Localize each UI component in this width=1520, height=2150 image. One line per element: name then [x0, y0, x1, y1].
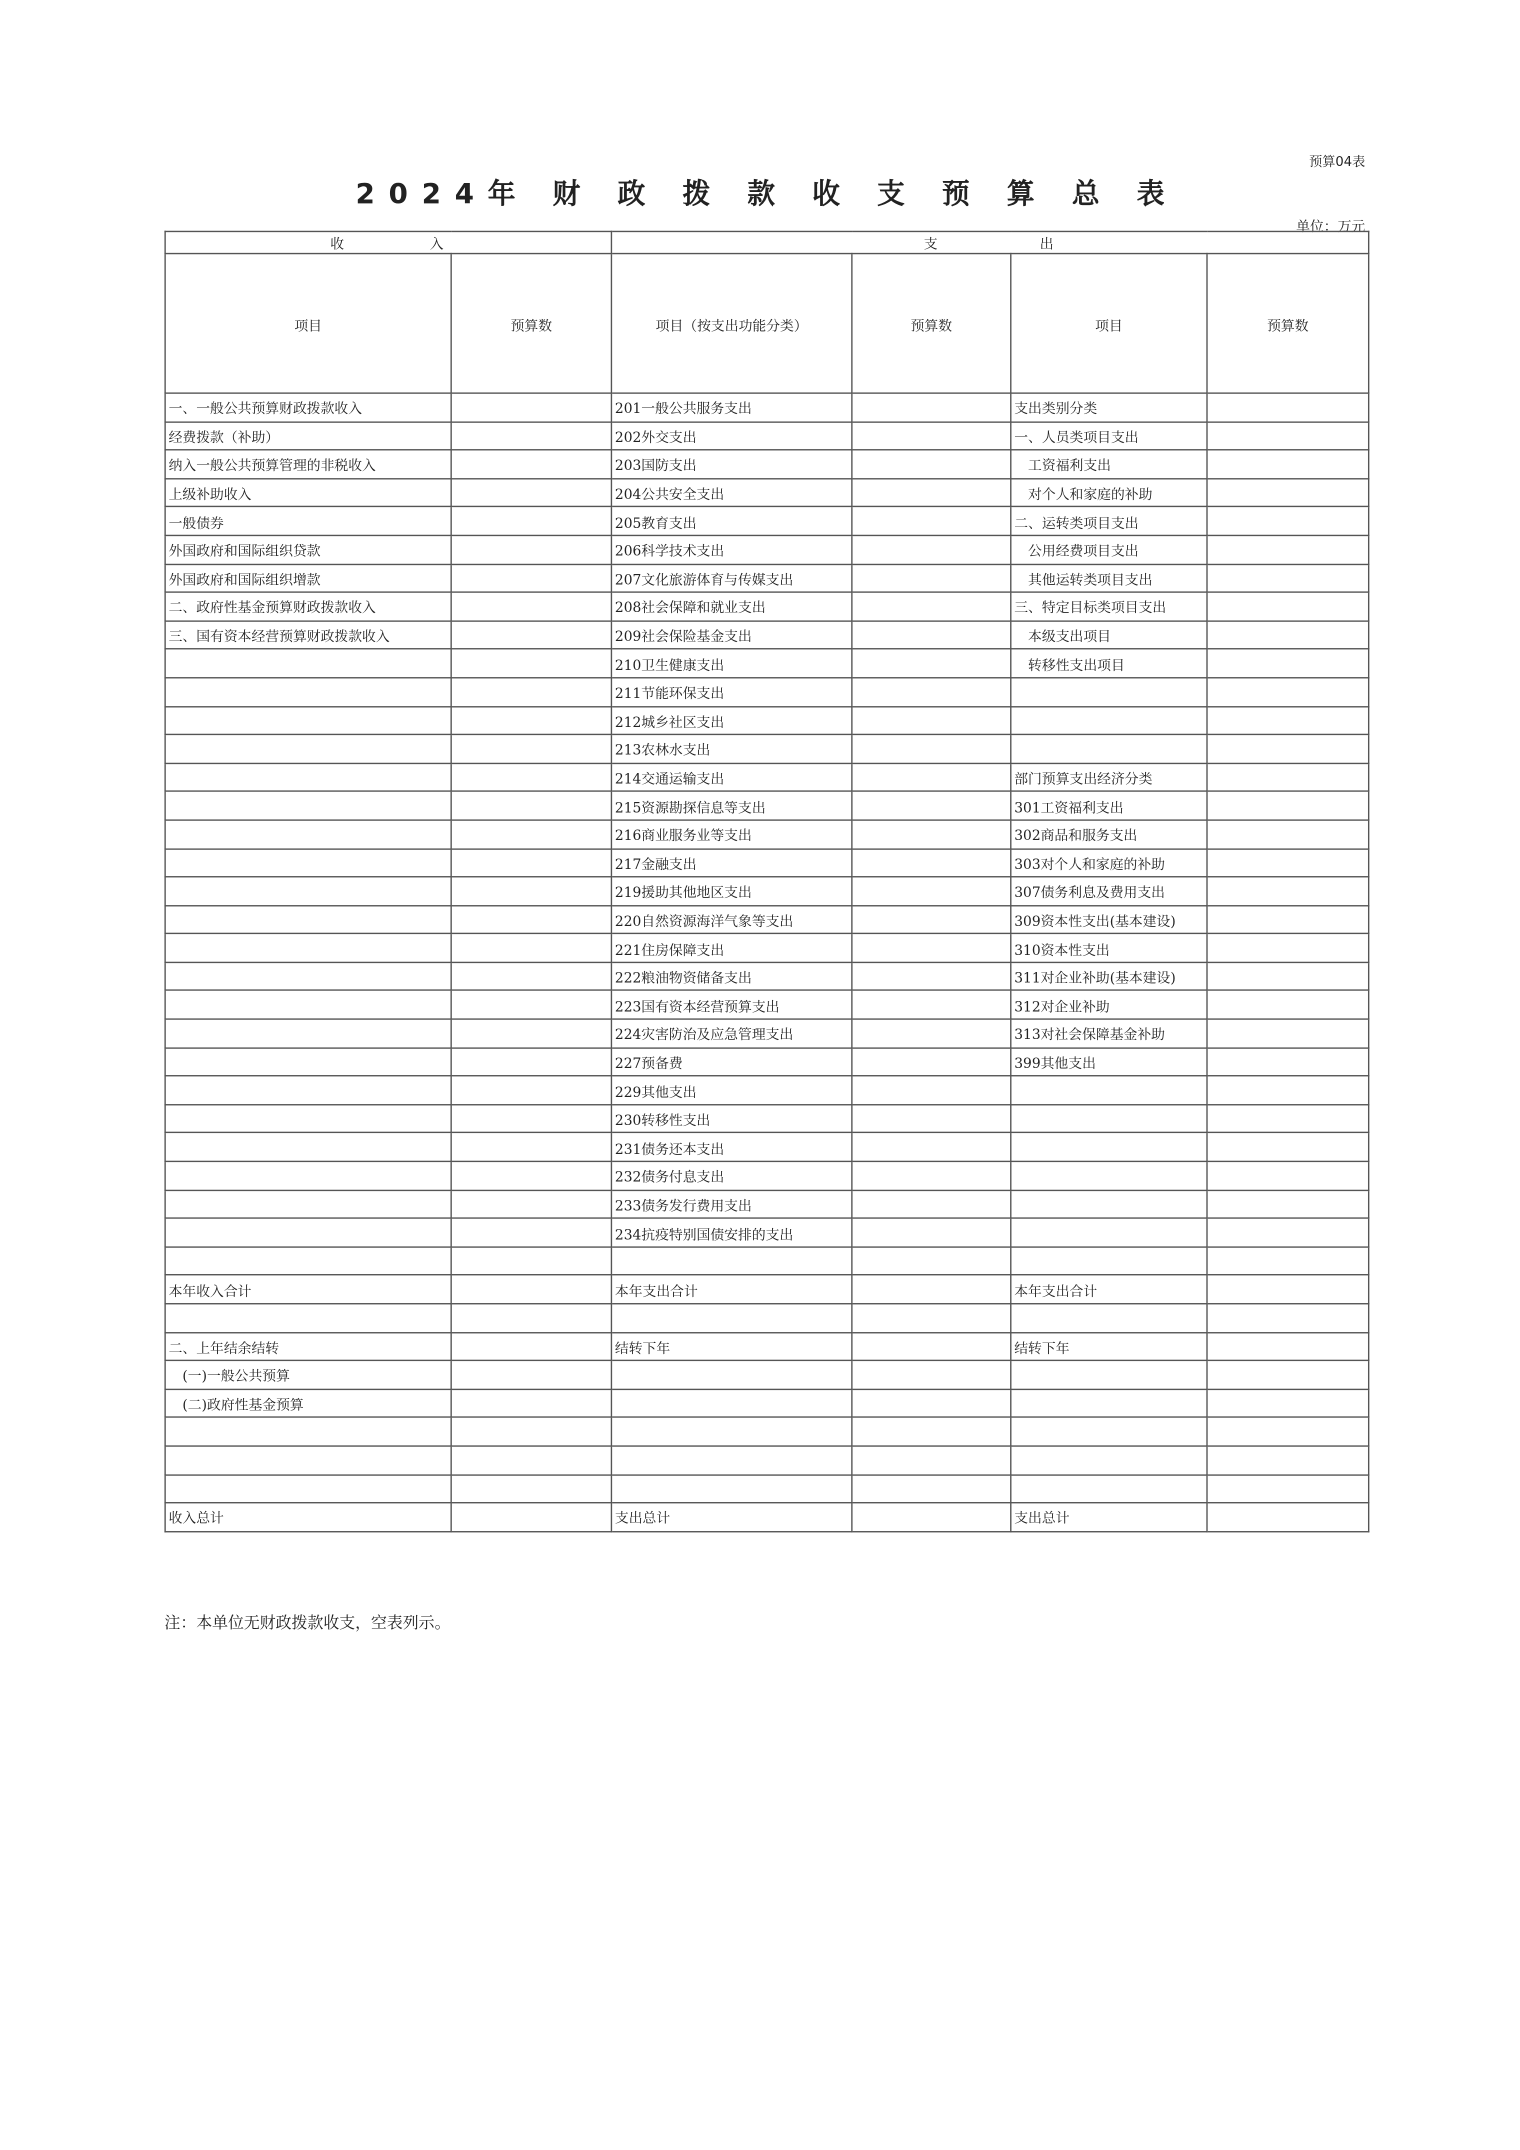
- function-item-cell: 216商业服务业等支出: [611, 820, 851, 848]
- function-budget-cell: [852, 735, 1011, 763]
- category-budget-cell: [1207, 1418, 1369, 1446]
- income-budget-cell: [451, 962, 611, 990]
- function-item-cell: 224灾害防治及应急管理支出: [611, 1019, 851, 1047]
- income-budget-cell: [451, 1361, 611, 1389]
- income-budget-cell: [451, 535, 611, 563]
- income-item-cell: [165, 1418, 451, 1446]
- category-item-cell: [1011, 1247, 1207, 1275]
- function-budget-cell: [852, 1389, 1011, 1417]
- function-item-cell: 结转下年: [611, 1332, 851, 1360]
- function-item-cell: 209社会保险基金支出: [611, 621, 851, 649]
- function-item-cell: [611, 1446, 851, 1474]
- table-row: [165, 649, 1369, 677]
- function-item-cell: [611, 1389, 851, 1417]
- table-row: [165, 877, 1369, 905]
- function-item-cell: 207文化旅游体育与传媒支出: [611, 564, 851, 592]
- income-item-cell: 本年收入合计: [165, 1275, 451, 1303]
- income-budget-cell: [451, 792, 611, 820]
- function-budget-cell: [852, 1503, 1011, 1531]
- header-function-budget: 预算数: [852, 254, 1011, 394]
- function-item-cell: 213农林水支出: [611, 735, 851, 763]
- category-budget-cell: [1207, 535, 1369, 563]
- table-row: [165, 507, 1369, 535]
- income-budget-cell: [451, 991, 611, 1019]
- category-item-cell: 对个人和家庭的补助: [1011, 478, 1207, 506]
- function-item-cell: 202外交支出: [611, 422, 851, 450]
- category-budget-cell: [1207, 507, 1369, 535]
- table-row: [165, 905, 1369, 933]
- category-budget-cell: [1207, 422, 1369, 450]
- function-budget-cell: [852, 507, 1011, 535]
- function-item-cell: 214交通运输支出: [611, 763, 851, 791]
- category-budget-cell: [1207, 393, 1369, 421]
- function-item-cell: 212城乡社区支出: [611, 706, 851, 734]
- table-row: [165, 1361, 1369, 1389]
- category-item-cell: 一、人员类项目支出: [1011, 422, 1207, 450]
- income-item-cell: 经费拨款（补助）: [165, 422, 451, 450]
- function-budget-cell: [852, 1048, 1011, 1076]
- table-row: [165, 1190, 1369, 1218]
- income-budget-cell: [451, 1019, 611, 1047]
- income-budget-cell: [451, 1218, 611, 1246]
- category-item-cell: 转移性支出项目: [1011, 649, 1207, 677]
- category-budget-cell: [1207, 1048, 1369, 1076]
- function-budget-cell: [852, 450, 1011, 478]
- function-item-cell: [611, 1304, 851, 1332]
- category-item-cell: [1011, 1076, 1207, 1104]
- category-item-cell: 312对企业补助: [1011, 991, 1207, 1019]
- income-item-cell: [165, 991, 451, 1019]
- function-budget-cell: [852, 678, 1011, 706]
- category-budget-cell: [1207, 1474, 1369, 1502]
- function-budget-cell: [852, 877, 1011, 905]
- function-budget-cell: [852, 1076, 1011, 1104]
- function-budget-cell: [852, 792, 1011, 820]
- function-budget-cell: [852, 1190, 1011, 1218]
- category-item-cell: 本年支出合计: [1011, 1275, 1207, 1303]
- table-row: [165, 1247, 1369, 1275]
- income-item-cell: 收入总计: [165, 1503, 451, 1531]
- function-budget-cell: [852, 763, 1011, 791]
- function-item-cell: [611, 1247, 851, 1275]
- function-item-cell: 227预备费: [611, 1048, 851, 1076]
- income-budget-cell: [451, 1503, 611, 1531]
- income-budget-cell: [451, 564, 611, 592]
- income-item-cell: [165, 1474, 451, 1502]
- income-budget-cell: [451, 1076, 611, 1104]
- function-item-cell: 232债务付息支出: [611, 1161, 851, 1189]
- income-item-cell: [165, 1048, 451, 1076]
- column-header-row: [165, 254, 1369, 394]
- table-row: [165, 621, 1369, 649]
- category-item-cell: [1011, 735, 1207, 763]
- category-item-cell: 支出总计: [1011, 1503, 1207, 1531]
- function-budget-cell: [852, 1418, 1011, 1446]
- income-item-cell: (一)一般公共预算: [165, 1361, 451, 1389]
- income-item-cell: [165, 706, 451, 734]
- category-item-cell: 部门预算支出经济分类: [1011, 763, 1207, 791]
- category-budget-cell: [1207, 621, 1369, 649]
- table-row: [165, 678, 1369, 706]
- table-row: [165, 422, 1369, 450]
- category-budget-cell: [1207, 1389, 1369, 1417]
- income-budget-cell: [451, 1389, 611, 1417]
- function-item-cell: 208社会保障和就业支出: [611, 592, 851, 620]
- income-item-cell: [165, 1190, 451, 1218]
- income-item-cell: [165, 1133, 451, 1161]
- category-budget-cell: [1207, 1133, 1369, 1161]
- category-item-cell: [1011, 1361, 1207, 1389]
- income-item-cell: [165, 649, 451, 677]
- section-header-row: [165, 231, 1369, 253]
- income-item-cell: 外国政府和国际组织增款: [165, 564, 451, 592]
- category-item-cell: [1011, 1190, 1207, 1218]
- income-item-cell: 二、上年结余结转: [165, 1332, 451, 1360]
- function-budget-cell: [852, 1019, 1011, 1047]
- category-budget-cell: [1207, 1275, 1369, 1303]
- income-budget-cell: [451, 820, 611, 848]
- function-budget-cell: [852, 1133, 1011, 1161]
- function-budget-cell: [852, 1105, 1011, 1133]
- income-budget-cell: [451, 735, 611, 763]
- table-row: [165, 1218, 1369, 1246]
- category-budget-cell: [1207, 1105, 1369, 1133]
- income-budget-cell: [451, 763, 611, 791]
- income-item-cell: 一般债券: [165, 507, 451, 535]
- function-budget-cell: [852, 478, 1011, 506]
- function-budget-cell: [852, 848, 1011, 876]
- income-item-cell: [165, 792, 451, 820]
- income-item-cell: [165, 678, 451, 706]
- category-item-cell: 工资福利支出: [1011, 450, 1207, 478]
- category-item-cell: 303对个人和家庭的补助: [1011, 848, 1207, 876]
- header-income-item: 项目: [165, 254, 451, 394]
- category-budget-cell: [1207, 450, 1369, 478]
- function-budget-cell: [852, 393, 1011, 421]
- table-row: [165, 1474, 1369, 1502]
- income-budget-cell: [451, 450, 611, 478]
- category-item-cell: 307债务利息及费用支出: [1011, 877, 1207, 905]
- category-budget-cell: [1207, 934, 1369, 962]
- function-budget-cell: [852, 962, 1011, 990]
- income-budget-cell: [451, 1190, 611, 1218]
- income-budget-cell: [451, 1418, 611, 1446]
- category-item-cell: [1011, 1446, 1207, 1474]
- function-item-cell: 204公共安全支出: [611, 478, 851, 506]
- category-item-cell: 本级支出项目: [1011, 621, 1207, 649]
- category-item-cell: 311对企业补助(基本建设): [1011, 962, 1207, 990]
- function-item-cell: 234抗疫特别国债安排的支出: [611, 1218, 851, 1246]
- category-item-cell: 其他运转类项目支出: [1011, 564, 1207, 592]
- table-row: [165, 478, 1369, 506]
- category-item-cell: 三、特定目标类项目支出: [1011, 592, 1207, 620]
- category-budget-cell: [1207, 1304, 1369, 1332]
- category-budget-cell: [1207, 1332, 1369, 1360]
- category-budget-cell: [1207, 592, 1369, 620]
- category-budget-cell: [1207, 735, 1369, 763]
- budget-table-body: [165, 231, 1369, 1531]
- function-item-cell: 支出总计: [611, 1503, 851, 1531]
- function-item-cell: 222粮油物资储备支出: [611, 962, 851, 990]
- income-item-cell: [165, 1105, 451, 1133]
- income-budget-cell: [451, 592, 611, 620]
- income-budget-cell: [451, 478, 611, 506]
- income-item-cell: [165, 1218, 451, 1246]
- category-budget-cell: [1207, 848, 1369, 876]
- category-budget-cell: [1207, 649, 1369, 677]
- category-budget-cell: [1207, 1161, 1369, 1189]
- table-row: [165, 1446, 1369, 1474]
- function-item-cell: 223国有资本经营预算支出: [611, 991, 851, 1019]
- function-budget-cell: [852, 1304, 1011, 1332]
- category-item-cell: [1011, 1418, 1207, 1446]
- function-item-cell: 205教育支出: [611, 507, 851, 535]
- function-budget-cell: [852, 934, 1011, 962]
- category-budget-cell: [1207, 1019, 1369, 1047]
- category-budget-cell: [1207, 478, 1369, 506]
- income-item-cell: [165, 1076, 451, 1104]
- income-item-cell: [165, 763, 451, 791]
- category-item-cell: 310资本性支出: [1011, 934, 1207, 962]
- income-item-cell: [165, 1446, 451, 1474]
- category-budget-cell: [1207, 1503, 1369, 1531]
- function-budget-cell: [852, 564, 1011, 592]
- function-budget-cell: [852, 592, 1011, 620]
- table-row: [165, 1503, 1369, 1531]
- income-budget-cell: [451, 1247, 611, 1275]
- income-budget-cell: [451, 621, 611, 649]
- category-item-cell: [1011, 1389, 1207, 1417]
- category-item-cell: [1011, 1218, 1207, 1246]
- income-item-cell: 三、国有资本经营预算财政拨款收入: [165, 621, 451, 649]
- income-budget-cell: [451, 649, 611, 677]
- category-item-cell: 399其他支出: [1011, 1048, 1207, 1076]
- income-item-cell: [165, 962, 451, 990]
- header-category-budget: 预算数: [1207, 254, 1369, 394]
- income-item-cell: 上级补助收入: [165, 478, 451, 506]
- category-item-cell: 313对社会保障基金补助: [1011, 1019, 1207, 1047]
- category-budget-cell: [1207, 1218, 1369, 1246]
- income-budget-cell: [451, 1446, 611, 1474]
- function-budget-cell: [852, 905, 1011, 933]
- category-budget-cell: [1207, 792, 1369, 820]
- income-item-cell: [165, 848, 451, 876]
- income-item-cell: [165, 735, 451, 763]
- table-row: [165, 1076, 1369, 1104]
- category-item-cell: [1011, 706, 1207, 734]
- table-row: [165, 706, 1369, 734]
- table-row: [165, 763, 1369, 791]
- category-budget-cell: [1207, 763, 1369, 791]
- function-budget-cell: [852, 621, 1011, 649]
- category-item-cell: 301工资福利支出: [1011, 792, 1207, 820]
- unit-label: 单位：万元: [1296, 219, 1366, 235]
- income-budget-cell: [451, 393, 611, 421]
- function-item-cell: 219援助其他地区支出: [611, 877, 851, 905]
- function-item-cell: 231债务还本支出: [611, 1133, 851, 1161]
- table-row: [165, 1048, 1369, 1076]
- function-item-cell: 233债务发行费用支出: [611, 1190, 851, 1218]
- table-row: [165, 1161, 1369, 1189]
- category-budget-cell: [1207, 1076, 1369, 1104]
- category-budget-cell: [1207, 1190, 1369, 1218]
- function-budget-cell: [852, 422, 1011, 450]
- income-budget-cell: [451, 1133, 611, 1161]
- section-expense: 支 出: [611, 231, 1368, 253]
- page-title: 2024年 财 政 拨 款 收 支 预 算 总 表: [355, 176, 1179, 211]
- table-row: [165, 792, 1369, 820]
- table-row: [165, 1389, 1369, 1417]
- table-row: [165, 991, 1369, 1019]
- table-row: [165, 564, 1369, 592]
- function-item-cell: 211节能环保支出: [611, 678, 851, 706]
- function-budget-cell: [852, 820, 1011, 848]
- section-income: 收 入: [165, 231, 611, 253]
- table-row: [165, 1332, 1369, 1360]
- table-row: [165, 535, 1369, 563]
- table-row: [165, 592, 1369, 620]
- income-budget-cell: [451, 422, 611, 450]
- income-budget-cell: [451, 1304, 611, 1332]
- function-item-cell: 220自然资源海洋气象等支出: [611, 905, 851, 933]
- category-item-cell: 309资本性支出(基本建设): [1011, 905, 1207, 933]
- table-row: [165, 1133, 1369, 1161]
- income-budget-cell: [451, 1105, 611, 1133]
- function-budget-cell: [852, 1361, 1011, 1389]
- income-budget-cell: [451, 905, 611, 933]
- category-budget-cell: [1207, 1247, 1369, 1275]
- category-budget-cell: [1207, 564, 1369, 592]
- income-item-cell: [165, 1161, 451, 1189]
- income-item-cell: [165, 1247, 451, 1275]
- table-row: [165, 848, 1369, 876]
- category-budget-cell: [1207, 1361, 1369, 1389]
- footnote: 注：本单位无财政拨款收支，空表列示。: [164, 1612, 451, 1632]
- table-row: [165, 1105, 1369, 1133]
- income-item-cell: [165, 1019, 451, 1047]
- income-budget-cell: [451, 507, 611, 535]
- function-item-cell: [611, 1474, 851, 1502]
- income-item-cell: [165, 934, 451, 962]
- table-row: [165, 735, 1369, 763]
- table-row: [165, 450, 1369, 478]
- function-item-cell: 201一般公共服务支出: [611, 393, 851, 421]
- table-row: [165, 393, 1369, 421]
- function-budget-cell: [852, 706, 1011, 734]
- function-item-cell: 210卫生健康支出: [611, 649, 851, 677]
- income-budget-cell: [451, 934, 611, 962]
- category-item-cell: [1011, 1161, 1207, 1189]
- category-budget-cell: [1207, 820, 1369, 848]
- function-item-cell: 229其他支出: [611, 1076, 851, 1104]
- category-budget-cell: [1207, 706, 1369, 734]
- category-item-cell: 结转下年: [1011, 1332, 1207, 1360]
- income-budget-cell: [451, 1474, 611, 1502]
- function-budget-cell: [852, 1446, 1011, 1474]
- function-item-cell: 221住房保障支出: [611, 934, 851, 962]
- function-item-cell: 217金融支出: [611, 848, 851, 876]
- function-item-cell: 206科学技术支出: [611, 535, 851, 563]
- category-item-cell: [1011, 1474, 1207, 1502]
- category-item-cell: 公用经费项目支出: [1011, 535, 1207, 563]
- income-item-cell: 外国政府和国际组织贷款: [165, 535, 451, 563]
- table-row: [165, 1019, 1369, 1047]
- category-budget-cell: [1207, 678, 1369, 706]
- income-item-cell: [165, 905, 451, 933]
- income-budget-cell: [451, 1332, 611, 1360]
- income-budget-cell: [451, 877, 611, 905]
- category-item-cell: [1011, 1105, 1207, 1133]
- budget-table: [164, 231, 1369, 1532]
- income-budget-cell: [451, 678, 611, 706]
- function-budget-cell: [852, 1247, 1011, 1275]
- table-row: [165, 1418, 1369, 1446]
- income-item-cell: 二、政府性基金预算财政拨款收入: [165, 592, 451, 620]
- income-item-cell: (二)政府性基金预算: [165, 1389, 451, 1417]
- function-item-cell: [611, 1418, 851, 1446]
- income-budget-cell: [451, 848, 611, 876]
- function-budget-cell: [852, 649, 1011, 677]
- category-budget-cell: [1207, 962, 1369, 990]
- category-budget-cell: [1207, 905, 1369, 933]
- function-budget-cell: [852, 1474, 1011, 1502]
- income-item-cell: 一、一般公共预算财政拨款收入: [165, 393, 451, 421]
- category-item-cell: 支出类别分类: [1011, 393, 1207, 421]
- category-item-cell: [1011, 678, 1207, 706]
- function-item-cell: 本年支出合计: [611, 1275, 851, 1303]
- table-code: 预算04表: [1309, 154, 1366, 170]
- table-row: [165, 962, 1369, 990]
- function-item-cell: 203国防支出: [611, 450, 851, 478]
- income-budget-cell: [451, 706, 611, 734]
- table-row: [165, 934, 1369, 962]
- header-income-budget: 预算数: [451, 254, 611, 394]
- category-budget-cell: [1207, 991, 1369, 1019]
- header-function-item: 项目（按支出功能分类）: [611, 254, 851, 394]
- income-item-cell: 纳入一般公共预算管理的非税收入: [165, 450, 451, 478]
- income-item-cell: [165, 877, 451, 905]
- income-budget-cell: [451, 1048, 611, 1076]
- function-item-cell: [611, 1361, 851, 1389]
- income-budget-cell: [451, 1161, 611, 1189]
- header-category-item: 项目: [1011, 254, 1207, 394]
- income-item-cell: [165, 1304, 451, 1332]
- function-item-cell: 215资源勘探信息等支出: [611, 792, 851, 820]
- category-budget-cell: [1207, 1446, 1369, 1474]
- function-budget-cell: [852, 1218, 1011, 1246]
- function-item-cell: 230转移性支出: [611, 1105, 851, 1133]
- table-row: [165, 1304, 1369, 1332]
- category-item-cell: [1011, 1304, 1207, 1332]
- function-budget-cell: [852, 1332, 1011, 1360]
- table-row: [165, 820, 1369, 848]
- function-budget-cell: [852, 1275, 1011, 1303]
- income-item-cell: [165, 820, 451, 848]
- income-budget-cell: [451, 1275, 611, 1303]
- category-item-cell: [1011, 1133, 1207, 1161]
- table-row: [165, 1275, 1369, 1303]
- function-budget-cell: [852, 991, 1011, 1019]
- function-budget-cell: [852, 1161, 1011, 1189]
- function-budget-cell: [852, 535, 1011, 563]
- category-item-cell: 二、运转类项目支出: [1011, 507, 1207, 535]
- category-budget-cell: [1207, 877, 1369, 905]
- category-item-cell: 302商品和服务支出: [1011, 820, 1207, 848]
